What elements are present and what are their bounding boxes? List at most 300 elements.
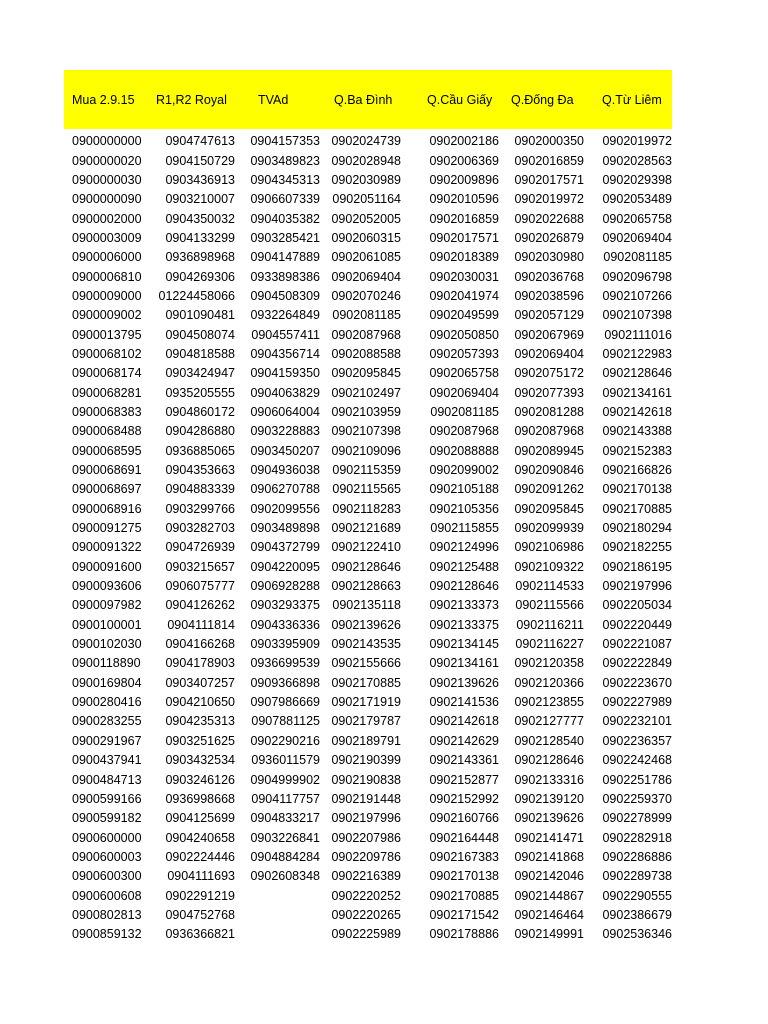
table-cell[interactable]: 0936011579 <box>251 753 320 768</box>
table-cell[interactable]: 0904150729 <box>165 153 235 168</box>
table-cell[interactable]: 0902164448 <box>429 830 499 845</box>
table-cell[interactable]: 0904126262 <box>165 598 235 613</box>
table-cell[interactable]: 0904111814 <box>167 617 235 632</box>
header-cell[interactable]: Q.Đống Đa <box>511 92 574 107</box>
table-cell[interactable]: 0902019972 <box>602 134 672 149</box>
table-cell[interactable]: 0902115566 <box>515 598 584 613</box>
table-cell[interactable]: 0902099002 <box>429 463 499 478</box>
table-cell[interactable]: 0900291967 <box>72 733 142 748</box>
table-cell[interactable]: 0902142629 <box>429 733 499 748</box>
table-cell[interactable]: 0904508074 <box>165 327 235 342</box>
table-cell[interactable]: 0902207986 <box>331 830 401 845</box>
table-cell[interactable]: 0902081288 <box>514 404 584 419</box>
table-cell[interactable]: 0904345313 <box>250 172 320 187</box>
table-cell[interactable]: 0902000350 <box>514 134 584 149</box>
table-cell[interactable]: 0900000030 <box>72 172 142 187</box>
table-cell[interactable]: 0933898386 <box>250 269 320 284</box>
table-cell[interactable]: 0904125699 <box>165 811 235 826</box>
table-cell[interactable]: 0902075172 <box>514 366 584 381</box>
table-cell[interactable]: 0904883339 <box>165 482 235 497</box>
table-cell[interactable]: 0902049599 <box>429 308 499 323</box>
table-cell[interactable]: 0903215657 <box>165 559 235 574</box>
table-cell[interactable]: 0902128663 <box>331 579 401 594</box>
table-cell[interactable]: 0902160766 <box>429 811 499 826</box>
table-cell[interactable]: 0900802813 <box>72 907 142 922</box>
table-cell[interactable]: 0904166268 <box>165 637 235 652</box>
table-cell[interactable]: 0902289738 <box>602 869 672 884</box>
table-cell[interactable]: 0903293375 <box>250 598 320 613</box>
table-cell[interactable]: 0902122410 <box>331 540 401 555</box>
table-cell[interactable]: 0902022688 <box>514 211 584 226</box>
table-cell[interactable]: 0900599166 <box>72 791 142 806</box>
table-cell[interactable]: 0902051164 <box>332 192 401 207</box>
table-cell[interactable]: 0902030980 <box>514 250 584 265</box>
table-cell[interactable]: 0902105188 <box>429 482 499 497</box>
table-cell[interactable]: 0902242468 <box>602 753 672 768</box>
table-cell[interactable]: 0902290555 <box>602 888 672 903</box>
table-cell[interactable]: 0902115359 <box>332 463 401 478</box>
table-cell[interactable]: 0900068174 <box>72 366 142 381</box>
table-cell[interactable]: 0906607339 <box>250 192 320 207</box>
table-cell[interactable]: 0902019972 <box>514 192 584 207</box>
table-cell[interactable]: 0902081185 <box>430 404 499 419</box>
table-cell[interactable]: 0902220252 <box>331 888 401 903</box>
table-cell[interactable]: 0907986669 <box>250 695 320 710</box>
table-cell[interactable]: 0902128646 <box>331 559 401 574</box>
table-cell[interactable]: 0902123855 <box>514 695 584 710</box>
table-cell[interactable]: 0902144867 <box>514 888 584 903</box>
table-cell[interactable]: 0900009000 <box>72 288 142 303</box>
table-cell[interactable]: 0902227989 <box>602 695 672 710</box>
table-cell[interactable]: 0902216389 <box>331 869 401 884</box>
table-cell[interactable]: 0902127777 <box>514 714 584 729</box>
table-cell[interactable]: 0900068595 <box>72 443 142 458</box>
table-cell[interactable]: 0902236357 <box>602 733 672 748</box>
table-cell[interactable]: 0902088888 <box>429 443 499 458</box>
table-cell[interactable]: 0902089945 <box>514 443 584 458</box>
table-cell[interactable]: 0904726939 <box>165 540 235 555</box>
table-cell[interactable]: 0904286880 <box>165 424 235 439</box>
table-cell[interactable]: 0902028948 <box>331 153 401 168</box>
table-cell[interactable]: 0902060315 <box>331 230 401 245</box>
table-cell[interactable]: 0902220265 <box>331 907 401 922</box>
table-cell[interactable]: 0902107266 <box>602 288 672 303</box>
header-cell[interactable]: Q.Từ Liêm <box>602 92 662 107</box>
table-cell[interactable]: 0900068697 <box>72 482 142 497</box>
table-cell[interactable]: 0902224446 <box>165 849 235 864</box>
table-cell[interactable]: 0902099556 <box>250 501 320 516</box>
table-cell[interactable]: 0900013795 <box>72 327 142 342</box>
table-cell[interactable]: 0902180294 <box>602 521 672 536</box>
table-cell[interactable]: 0902070246 <box>331 288 401 303</box>
table-cell[interactable]: 0902122983 <box>602 346 672 361</box>
table-cell[interactable]: 0902152383 <box>602 443 672 458</box>
table-cell[interactable]: 0900600300 <box>72 869 142 884</box>
table-cell[interactable]: 0902291219 <box>165 888 235 903</box>
table-cell[interactable]: 0904220095 <box>250 559 320 574</box>
table-cell[interactable]: 0902608348 <box>250 869 320 884</box>
table-cell[interactable]: 0902002186 <box>429 134 499 149</box>
table-cell[interactable]: 0902221087 <box>602 637 672 652</box>
table-cell[interactable]: 0936366821 <box>165 927 235 942</box>
table-cell[interactable]: 0900003009 <box>72 230 142 245</box>
table-cell[interactable]: 0902139120 <box>514 791 584 806</box>
table-cell[interactable]: 0903210007 <box>165 192 235 207</box>
table-cell[interactable]: 0902186195 <box>602 559 672 574</box>
table-cell[interactable]: 0900091275 <box>72 521 142 536</box>
table-cell[interactable]: 0902109322 <box>514 559 584 574</box>
table-cell[interactable]: 0902041974 <box>429 288 499 303</box>
table-cell[interactable]: 0904210650 <box>165 695 235 710</box>
table-cell[interactable]: 0902105356 <box>429 501 499 516</box>
table-cell[interactable]: 0904133299 <box>165 230 235 245</box>
table-cell[interactable]: 0902107398 <box>331 424 401 439</box>
table-cell[interactable]: 0902189791 <box>331 733 401 748</box>
table-cell[interactable]: 0902081185 <box>332 308 401 323</box>
table-cell[interactable]: 0902065758 <box>602 211 672 226</box>
table-cell[interactable]: 0902065758 <box>429 366 499 381</box>
table-cell[interactable]: 0902286886 <box>602 849 672 864</box>
table-cell[interactable]: 0902141536 <box>429 695 499 710</box>
table-cell[interactable]: 0900100001 <box>72 617 142 632</box>
table-cell[interactable]: 0902087968 <box>429 424 499 439</box>
table-cell[interactable]: 0935205555 <box>165 385 235 400</box>
table-cell[interactable]: 0900068691 <box>72 463 142 478</box>
table-cell[interactable]: 0902016859 <box>514 153 584 168</box>
table-cell[interactable]: 0904747613 <box>165 134 235 149</box>
table-cell[interactable]: 0900068281 <box>72 385 142 400</box>
table-cell[interactable]: 0902116211 <box>516 617 584 632</box>
table-cell[interactable]: 0902114533 <box>515 579 584 594</box>
table-cell[interactable]: 0900002000 <box>72 211 142 226</box>
table-cell[interactable]: 0902190399 <box>331 753 401 768</box>
table-cell[interactable]: 0902146464 <box>514 907 584 922</box>
table-cell[interactable]: 0902016859 <box>429 211 499 226</box>
table-cell[interactable]: 0904508309 <box>250 288 320 303</box>
table-cell[interactable]: 0902134161 <box>429 656 499 671</box>
table-cell[interactable]: 0902057393 <box>429 346 499 361</box>
table-cell[interactable]: 0900437941 <box>72 753 142 768</box>
table-cell[interactable]: 0902191448 <box>331 791 401 806</box>
table-cell[interactable]: 0902057129 <box>514 308 584 323</box>
table-cell[interactable]: 0900600003 <box>72 849 142 864</box>
table-cell[interactable]: 0902028563 <box>602 153 672 168</box>
table-cell[interactable]: 0902133316 <box>514 772 584 787</box>
table-cell[interactable]: 0902171542 <box>429 907 499 922</box>
table-cell[interactable]: 0903299766 <box>165 501 235 516</box>
table-cell[interactable]: 0900006810 <box>72 269 142 284</box>
table-cell[interactable]: 0902087968 <box>514 424 584 439</box>
table-cell[interactable]: 0902107398 <box>602 308 672 323</box>
table-cell[interactable]: 0902170885 <box>429 888 499 903</box>
table-cell[interactable]: 0902050850 <box>429 327 499 342</box>
table-cell[interactable]: 0902077393 <box>514 385 584 400</box>
table-cell[interactable]: 0902139626 <box>429 675 499 690</box>
table-cell[interactable]: 0902143388 <box>602 424 672 439</box>
table-cell[interactable]: 0900009002 <box>72 308 142 323</box>
table-cell[interactable]: 0902017571 <box>514 172 584 187</box>
table-cell[interactable]: 0902167383 <box>429 849 499 864</box>
table-cell[interactable]: 0902069404 <box>514 346 584 361</box>
table-cell[interactable]: 0909366898 <box>250 675 320 690</box>
table-cell[interactable]: 0903424947 <box>165 366 235 381</box>
table-cell[interactable]: 0900283255 <box>72 714 142 729</box>
table-cell[interactable]: 0902125488 <box>429 559 499 574</box>
table-cell[interactable]: 0902120366 <box>514 675 584 690</box>
table-cell[interactable]: 0902088588 <box>331 346 401 361</box>
table-cell[interactable]: 0903246126 <box>165 772 235 787</box>
table-cell[interactable]: 0902182255 <box>602 540 672 555</box>
table-cell[interactable]: 0902139626 <box>514 811 584 826</box>
table-cell[interactable]: 0902220449 <box>602 617 672 632</box>
table-cell[interactable]: 0904157353 <box>250 134 320 149</box>
table-cell[interactable]: 0900006000 <box>72 250 142 265</box>
table-cell[interactable]: 0901090481 <box>165 308 235 323</box>
header-cell[interactable]: Q.Cầu Giấy <box>427 92 493 107</box>
table-cell[interactable]: 0902067969 <box>514 327 584 342</box>
table-cell[interactable]: 0902096798 <box>602 269 672 284</box>
table-cell[interactable]: 0902170138 <box>602 482 672 497</box>
table-row <box>64 558 672 577</box>
table-cell[interactable]: 0902069404 <box>602 230 672 245</box>
table-cell[interactable]: 0902091262 <box>514 482 584 497</box>
table-cell[interactable]: 0902141471 <box>514 830 584 845</box>
table-cell[interactable]: 0902149991 <box>514 927 584 942</box>
table-cell[interactable]: 0902143535 <box>331 637 401 652</box>
table-cell[interactable]: 0902178886 <box>429 927 499 942</box>
table-cell[interactable]: 0900000090 <box>72 192 142 207</box>
table-cell[interactable]: 0907881125 <box>251 714 320 729</box>
table-cell[interactable]: 0902026879 <box>514 230 584 245</box>
table-cell[interactable]: 0902017571 <box>429 230 499 245</box>
table-cell[interactable]: 0903436913 <box>165 172 235 187</box>
table-cell[interactable]: 0904372799 <box>250 540 320 555</box>
table-cell[interactable]: 0902115565 <box>332 482 401 497</box>
table-cell[interactable]: 0902103959 <box>331 404 401 419</box>
table-cell[interactable]: 0902179787 <box>331 714 401 729</box>
table-cell[interactable]: 0904557411 <box>251 327 320 342</box>
table-cell[interactable]: 0900091600 <box>72 559 142 574</box>
table-cell[interactable]: 0902128646 <box>602 366 672 381</box>
table-cell[interactable]: 0903407257 <box>165 675 235 690</box>
table-cell[interactable]: 0902251786 <box>602 772 672 787</box>
table-cell[interactable]: 0903282703 <box>165 521 235 536</box>
table-cell[interactable]: 0902118283 <box>332 501 401 516</box>
table-cell[interactable]: 0902142618 <box>602 404 672 419</box>
table-cell[interactable]: 0902095845 <box>331 366 401 381</box>
table-cell[interactable]: 0902030031 <box>429 269 499 284</box>
table-cell[interactable]: 0902111016 <box>604 327 672 342</box>
table-cell[interactable]: 0903228883 <box>250 424 320 439</box>
table-cell[interactable]: 0900280416 <box>72 695 142 710</box>
table-cell[interactable]: 0904159350 <box>250 366 320 381</box>
header-cell[interactable]: TVAd <box>258 92 289 107</box>
table-cell[interactable]: 0900169804 <box>72 675 142 690</box>
table-cell[interactable]: 0906064004 <box>250 404 320 419</box>
table-cell[interactable]: 0903489823 <box>250 153 320 168</box>
table-cell[interactable]: 0902106986 <box>514 540 584 555</box>
table-cell[interactable]: 0902109096 <box>331 443 401 458</box>
table-cell[interactable]: 0903432534 <box>165 753 235 768</box>
table-cell[interactable]: 0902386679 <box>602 907 672 922</box>
table-cell[interactable]: 0902166826 <box>602 463 672 478</box>
table-cell[interactable]: 0936885065 <box>165 443 235 458</box>
table-cell[interactable]: 0902232101 <box>602 714 672 729</box>
table-cell[interactable]: 0902223670 <box>602 675 672 690</box>
table-cell[interactable]: 0904752768 <box>165 907 235 922</box>
table-cell[interactable]: 0936998668 <box>165 791 235 806</box>
table-cell[interactable]: 0900068102 <box>72 346 142 361</box>
table-cell[interactable]: 0902128646 <box>514 753 584 768</box>
table-cell[interactable]: 0902128540 <box>514 733 584 748</box>
table-cell[interactable]: 0902278999 <box>602 811 672 826</box>
table-cell[interactable]: 0903395909 <box>250 637 320 652</box>
table-cell[interactable]: 0902069404 <box>429 385 499 400</box>
table-cell[interactable]: 0902029398 <box>602 172 672 187</box>
table-cell[interactable]: 0902197996 <box>602 579 672 594</box>
table-cell[interactable]: 0902282918 <box>602 830 672 845</box>
table-cell[interactable]: 0902009896 <box>429 172 499 187</box>
table-cell[interactable]: 0902135118 <box>332 598 401 613</box>
table-cell[interactable]: 0903285421 <box>250 230 320 245</box>
table-cell[interactable]: 0902053489 <box>602 192 672 207</box>
table-cell[interactable]: 0932264849 <box>250 308 320 323</box>
table-cell[interactable]: 0902205034 <box>602 598 672 613</box>
table-cell[interactable]: 0902099939 <box>514 521 584 536</box>
table-cell[interactable]: 0902170138 <box>429 869 499 884</box>
table-cell[interactable]: 0900118890 <box>72 656 141 671</box>
table-cell[interactable]: 0936898968 <box>165 250 235 265</box>
table-cell[interactable]: 0906270788 <box>250 482 320 497</box>
table-cell[interactable]: 0904818588 <box>165 346 235 361</box>
table-cell[interactable]: 0903489898 <box>250 521 320 536</box>
table-cell[interactable]: 0902024739 <box>331 134 401 149</box>
table-cell[interactable]: 0902120358 <box>514 656 584 671</box>
table-cell[interactable]: 0902124996 <box>429 540 499 555</box>
table-cell[interactable]: 0902141868 <box>514 849 584 864</box>
table-cell[interactable]: 0904178903 <box>165 656 235 671</box>
table-cell[interactable]: 0902290216 <box>250 733 320 748</box>
table-cell[interactable]: 0902128646 <box>429 579 499 594</box>
table-cell[interactable]: 0902139626 <box>331 617 401 632</box>
table-cell[interactable]: 0902155666 <box>331 656 401 671</box>
table-cell[interactable]: 0902038596 <box>514 288 584 303</box>
table-cell[interactable]: 0904884284 <box>250 849 320 864</box>
table-cell[interactable]: 0906075777 <box>165 579 235 594</box>
table-cell[interactable]: 0902006369 <box>429 153 499 168</box>
table-cell[interactable]: 0900091322 <box>72 540 142 555</box>
table-cell[interactable]: 0902133373 <box>429 598 499 613</box>
table-cell[interactable]: 0904833217 <box>250 811 320 826</box>
table-cell[interactable]: 0900000000 <box>72 134 142 149</box>
table-cell[interactable]: 0902081185 <box>603 250 672 265</box>
table-cell[interactable]: 0902090846 <box>514 463 584 478</box>
table-cell[interactable]: 0903450207 <box>250 443 320 458</box>
table-cell[interactable]: 0900068916 <box>72 501 142 516</box>
table-cell[interactable]: 0902259370 <box>602 791 672 806</box>
table-cell[interactable]: 0902116227 <box>515 637 584 652</box>
table-cell[interactable]: 0904240658 <box>165 830 235 845</box>
table-cell[interactable]: 0902536346 <box>602 927 672 942</box>
table-cell[interactable]: 0902171919 <box>331 695 401 710</box>
table-cell[interactable]: 0902143361 <box>429 753 499 768</box>
table-cell[interactable]: 0904111693 <box>167 869 235 884</box>
table-cell[interactable]: 0904235313 <box>165 714 235 729</box>
table-cell[interactable]: 0900600000 <box>72 830 142 845</box>
table-cell[interactable]: 0902222849 <box>602 656 672 671</box>
table-cell[interactable]: 0902209786 <box>331 849 401 864</box>
table-cell[interactable]: 0902087968 <box>331 327 401 342</box>
table-cell[interactable]: 0900068488 <box>72 424 142 439</box>
table-cell[interactable]: 0902190838 <box>331 772 401 787</box>
table-cell[interactable]: 0903226841 <box>250 830 320 845</box>
table-cell[interactable]: 0902152992 <box>429 791 499 806</box>
table-cell[interactable]: 0904353663 <box>165 463 235 478</box>
table-cell[interactable]: 0904356714 <box>250 346 320 361</box>
table-cell[interactable]: 0902152877 <box>429 772 499 787</box>
table-cell[interactable]: 0900093606 <box>72 579 142 594</box>
table-cell[interactable]: 0902018389 <box>429 250 499 265</box>
table-row <box>64 171 672 190</box>
table-cell[interactable]: 0902142618 <box>429 714 499 729</box>
table-cell[interactable]: 0902115855 <box>430 521 499 536</box>
table-cell[interactable]: 0900000020 <box>72 153 142 168</box>
table-cell[interactable]: 0902133375 <box>429 617 499 632</box>
table-cell[interactable]: 0902121689 <box>331 521 401 536</box>
table-cell[interactable]: 0902102497 <box>331 385 401 400</box>
table-cell[interactable]: 0904063829 <box>250 385 320 400</box>
table-cell[interactable]: 0902134161 <box>602 385 672 400</box>
table-cell[interactable]: 0900097982 <box>72 598 142 613</box>
table-cell[interactable]: 0902170885 <box>602 501 672 516</box>
table-cell[interactable]: 0904035382 <box>250 211 320 226</box>
table-cell[interactable]: 0902134145 <box>429 637 499 652</box>
table-cell[interactable]: 0902170885 <box>331 675 401 690</box>
table-cell[interactable]: 0902036768 <box>514 269 584 284</box>
table-cell[interactable]: 0904269306 <box>165 269 235 284</box>
table-cell[interactable]: 0904117757 <box>251 791 320 806</box>
table-cell[interactable]: 0904350032 <box>165 211 235 226</box>
table-cell[interactable]: 0902142046 <box>514 869 584 884</box>
table-cell[interactable]: 0904147889 <box>250 250 320 265</box>
table-cell[interactable]: 0900600608 <box>72 888 142 903</box>
header-cell[interactable]: Q.Ba Đình <box>334 92 393 107</box>
table-cell[interactable]: 0900068383 <box>72 404 142 419</box>
table-cell[interactable]: 0902010596 <box>429 192 499 207</box>
header-cell[interactable]: Mua 2.9.15 <box>72 92 135 107</box>
table-cell[interactable]: 0902225989 <box>331 927 401 942</box>
table-cell[interactable]: 0904860172 <box>165 404 235 419</box>
table-cell[interactable]: 0902197996 <box>331 811 401 826</box>
table-cell[interactable]: 0902052005 <box>331 211 401 226</box>
table-cell[interactable]: 0902095845 <box>514 501 584 516</box>
table-cell[interactable]: 0902061085 <box>331 250 401 265</box>
header-cell[interactable]: R1,R2 Royal <box>156 92 227 107</box>
table-cell[interactable]: 0904336336 <box>250 617 320 632</box>
table-cell[interactable]: 0900484713 <box>72 772 142 787</box>
table-cell[interactable]: 01224458066 <box>158 288 235 303</box>
table-cell[interactable]: 0900599182 <box>72 811 142 826</box>
table-cell[interactable]: 0902030989 <box>331 172 401 187</box>
table-cell[interactable]: 0904999902 <box>250 772 320 787</box>
table-cell[interactable]: 0900102030 <box>72 637 142 652</box>
table-cell[interactable]: 0900859132 <box>72 927 142 942</box>
table-cell[interactable]: 0904936038 <box>250 463 320 478</box>
table-cell[interactable]: 0906928288 <box>250 579 320 594</box>
table-cell[interactable]: 0936699539 <box>250 656 320 671</box>
table-cell[interactable]: 0903251625 <box>165 733 235 748</box>
table-cell[interactable]: 0902069404 <box>331 269 401 284</box>
